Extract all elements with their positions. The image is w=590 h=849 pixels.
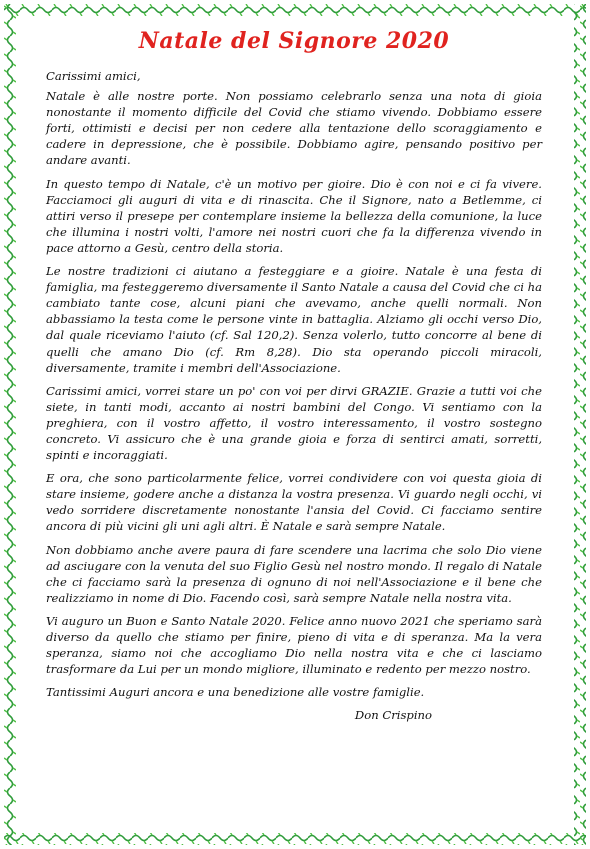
- page-title: Natale del Signore 2020: [138, 28, 450, 54]
- closing-line: Tantissimi Auguri ancora e una benedizione alle vostre famiglie.: [46, 685, 425, 700]
- paragraph-4: Carissimi amici, vorrei stare un po' con voi per dirvi GRAZIE. Grazie a tutti voi che siete, in tanti modi, accanto ai nostri bambini del Congo. Vi sentiamo con la preghiera, con il vostro affetto, il vostro interessamento, il vostro sostegno concreto. Vi assicuro che è una grande gioia e forza di sentirci amati, sorretti, spinti e incoraggiati.: [46, 383, 542, 463]
- paragraph-1: Natale è alle nostre porte. Non possiamo celebrarlo senza una nota di gioia nonostante il momento difficile del Covid che stiamo vivendo. Dobbiamo essere forti, ottimisti e decisi per non cedere alla tentazione dello scoraggiamento e cadere in depressione, che è possibile. Dobbiamo agire, pensando positivo per andare avanti.: [46, 89, 542, 168]
- paragraph-5: E ora, che sono particolarmente felice, vorrei condividere con voi questa gioia di stare insieme, godere anche a distanza la vostra presenza. Vi guardo negli occhi, vi vedo sorridere discretamente nonostante l'ansia del Covid. Ci facciamo sentire ancora di più vicini gli uni agli altri. È Natale e sarà sempre Natale.: [46, 471, 542, 534]
- paragraph-6: Non dobbiamo anche avere paura di fare scendere una lacrima che solo Dio viene ad asciugare con la venuta del suo Figlio Gesù nel nostro mondo. Il regalo di Natale che ci facciamo sarà la presenza di ognuno di noi nell'Associazione e il bene che realizziamo in nome di Dio. Facendo così, sarà sempre Natale nella nostra vita.: [46, 542, 542, 605]
- greeting: Carissimi amici,: [46, 69, 141, 83]
- paragraph-3: Le nostre tradizioni ci aiutano a festeggiare e a gioire. Natale è una festa di famiglia, ma festeggeremo diversamente il Santo Natale a causa del Covid che ci ha cambiato tante cose, alcuni piani che avevamo, anche quelli normali. Non abbassiamo la testa come le persone vinte in battaglia. Alziamo gli occhi verso Dio, dal quale riceviamo l'aiuto (cf. Sal 120,2). Senza volerlo, tutto concorre al bene di quelli che amano Dio (cf. Rm 8,28). Dio sta operando piccoli miracoli, diversamente, tramite i membri dell'Associazione.: [46, 264, 542, 375]
- signature: Don Crispino: [354, 708, 432, 723]
- paragraph-7: Vi auguro un Buon e Santo Natale 2020. Felice anno nuovo 2021 che speriamo sarà diverso da quello che stiamo per finire, pieno di vita e di speranza. Ma la vera speranza, siamo noi che accogliamo Dio nella nostra vita e che ci lasciamo trasformare da Lui per un mondo migliore, illuminato e redento per mezzo nostro.: [46, 613, 542, 677]
- paragraph-2: In questo tempo di Natale, c'è un motivo per gioire. Dio è con noi e ci fa vivere. Facciamoci gli auguri di vita e di rinascita. Che il Signore, nato a Betlemme, ci attiri verso il presepe per contemplare insieme la bellezza della comunione, la luce che illumina i nostri volti, l'amore nei nostri cuori che fa la differenza vivendo in pace attorno a Gesù, centro della storia.: [46, 176, 542, 255]
- letter: [46, 28, 542, 722]
